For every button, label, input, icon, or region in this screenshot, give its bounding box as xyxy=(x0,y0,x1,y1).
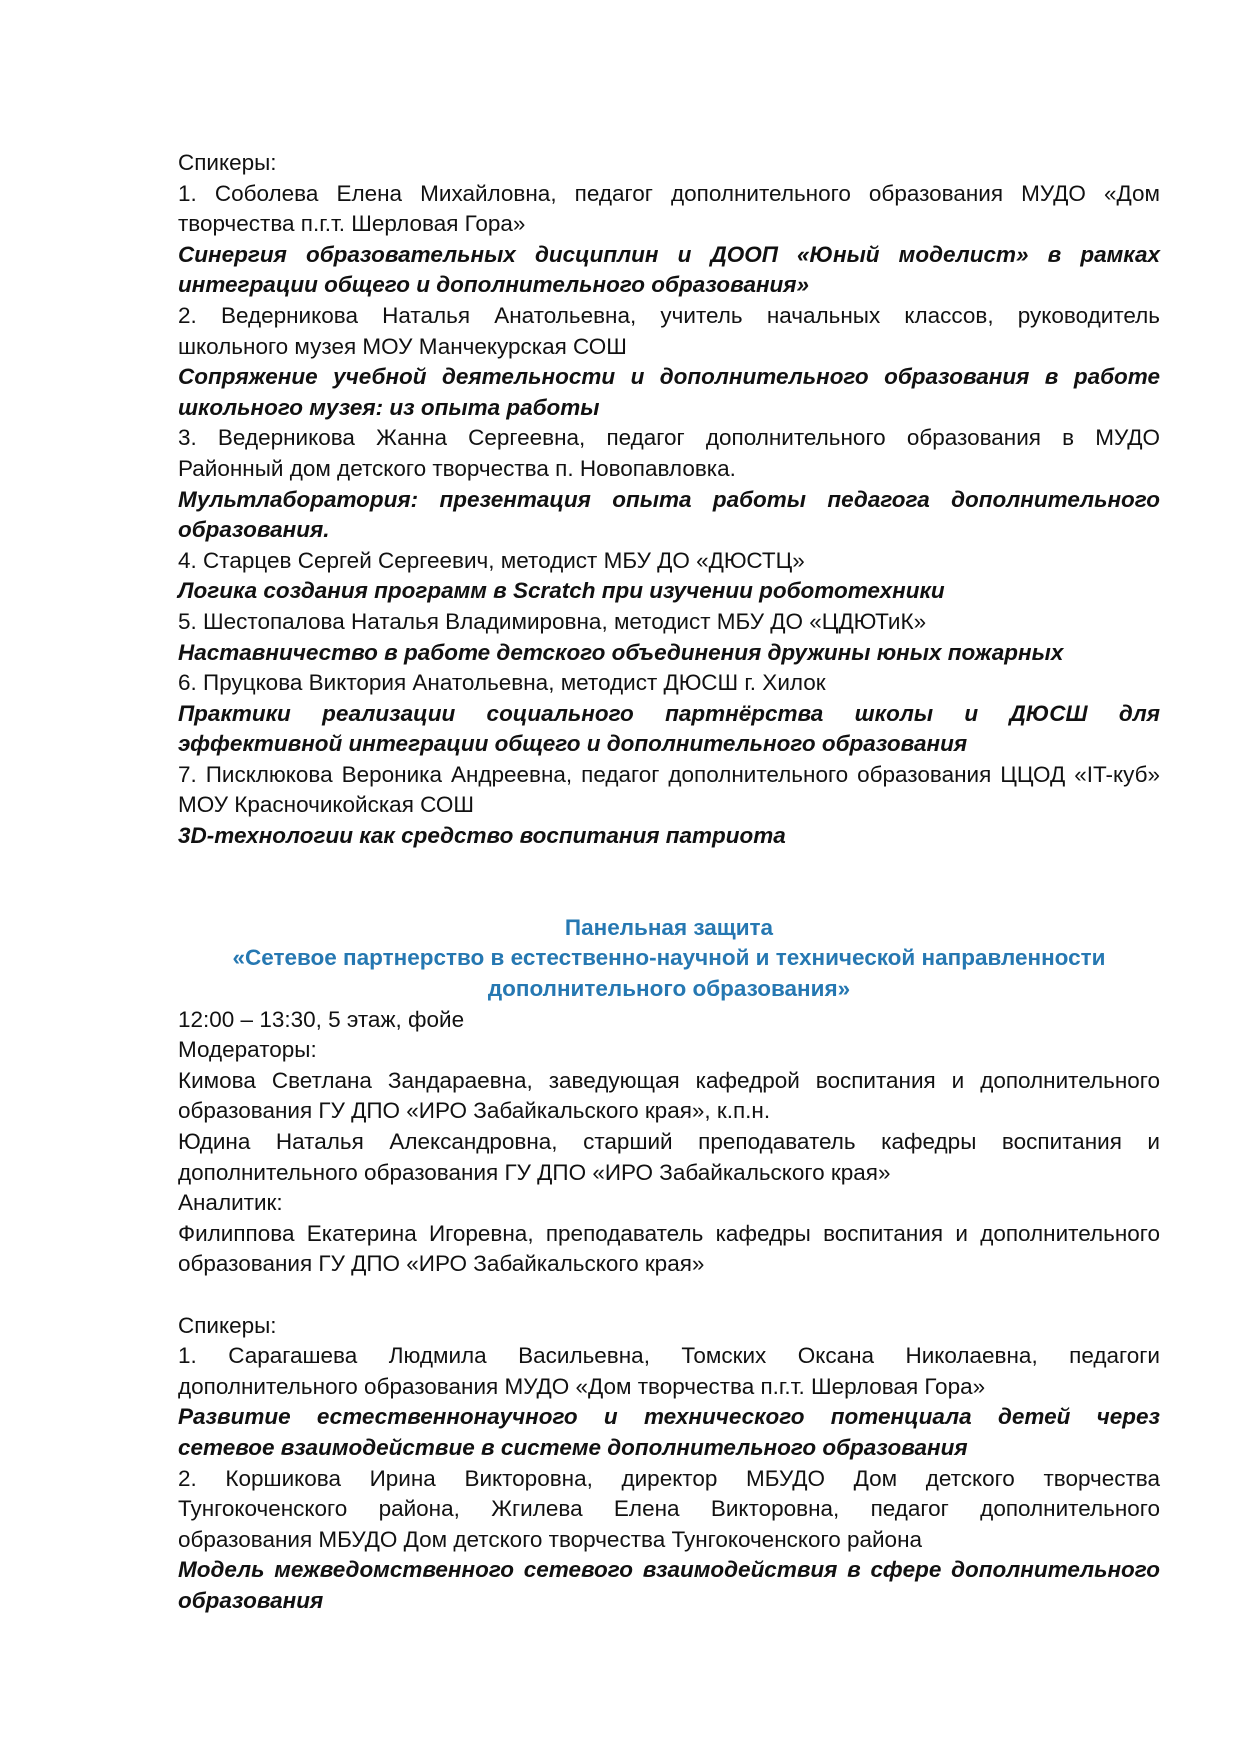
talk-title-line: образования xyxy=(178,1587,324,1613)
moderator-line: Кимова Светлана Зандараевна, заведующая кафедрой воспитания и дополнительного xyxy=(178,1067,1160,1093)
speaker-info-line: 3. Ведерникова Жанна Сергеевна, педагог дополнительного образования в МУДО xyxy=(178,425,1160,451)
talk-title-line: Наставничество в работе детского объединения дружины юных пожарных xyxy=(178,639,1064,665)
talk-title-line: интеграции общего и дополнительного образования» xyxy=(178,272,810,298)
speaker-info-line: школьного музея МОУ Манчекурская СОШ xyxy=(178,333,627,359)
panel-subtitle-line: «Сетевое партнерство в естественно-научной и технической направленности xyxy=(232,945,1106,971)
talk-title-line: Сопряжение учебной деятельности и дополнительного образования в работе xyxy=(178,364,1160,390)
analyst-entry xyxy=(178,1219,1160,1280)
panel-subtitle-line: дополнительного образования» xyxy=(487,976,851,1002)
panel-title: Панельная защита xyxy=(564,914,774,940)
speaker-entry xyxy=(178,668,1160,760)
speaker-info-line: Районный дом детского творчества п. Новопавловка. xyxy=(178,455,736,481)
speaker-entry xyxy=(178,1341,1160,1463)
speaker-entry xyxy=(178,760,1160,852)
analyst-line: образования ГУ ДПО «ИРО Забайкальского края» xyxy=(178,1251,705,1277)
speakers-label: Спикеры: xyxy=(178,1312,277,1338)
speaker-entry xyxy=(178,1464,1160,1617)
moderator-entry xyxy=(178,1127,1160,1188)
speaker-entry xyxy=(178,423,1160,545)
speaker-info-line: 5. Шестопалова Наталья Владимировна, методист МБУ ДО «ЦДЮТиК» xyxy=(178,608,927,634)
speaker-info-line: творчества п.г.т. Шерловая Гора» xyxy=(178,211,526,237)
moderator-entry xyxy=(178,1066,1160,1127)
talk-title-line: Развитие естественнонаучного и технического потенциала детей через xyxy=(178,1404,1160,1430)
speaker-info-line: 1. Соболева Елена Михайловна, педагог дополнительного образования МУДО «Дом xyxy=(178,180,1160,206)
talk-title-line: Практики реализации социального партнёрства школы и ДЮСШ для xyxy=(178,700,1160,726)
analyst-line: Филиппова Екатерина Игоревна, преподаватель кафедры воспитания и дополнительного xyxy=(178,1220,1160,1246)
speaker-info-line: 6. Пруцкова Виктория Анатольевна, методист ДЮСШ г. Хилок xyxy=(178,670,826,696)
speaker-entry xyxy=(178,607,1160,668)
talk-title-line: школьного музея: из опыта работы xyxy=(178,394,600,420)
analyst-label: Аналитик: xyxy=(178,1190,283,1216)
speaker-entry xyxy=(178,546,1160,607)
blank-line xyxy=(178,882,1160,913)
speaker-info-line: Тунгокоченского района, Жгилева Елена Викторовна, педагог дополнительного xyxy=(178,1496,1160,1522)
blank-line xyxy=(178,852,1160,883)
speakers-label: Спикеры: xyxy=(178,150,277,175)
page-content xyxy=(178,148,1160,1617)
moderator-line: образования ГУ ДПО «ИРО Забайкальского края», к.п.н. xyxy=(178,1098,771,1124)
talk-title-line: образования. xyxy=(178,517,330,543)
speaker-info-line: 4. Старцев Сергей Сергеевич, методист МБУ ДО «ДЮСТЦ» xyxy=(178,547,805,573)
moderator-line: Юдина Наталья Александровна, старший преподаватель кафедры воспитания и xyxy=(178,1129,1160,1154)
speaker-entry xyxy=(178,179,1160,301)
speaker-info-line: МОУ Красночикойская СОШ xyxy=(178,792,475,818)
talk-title-line: Синергия образовательных дисциплин и ДООП «Юный моделист» в рамках xyxy=(178,241,1160,267)
speaker-info-line: 2. Ведерникова Наталья Анатольевна, учитель начальных классов, руководитель xyxy=(178,302,1160,328)
speaker-info-line: дополнительного образования МУДО «Дом творчества п.г.т. Шерловая Гора» xyxy=(178,1373,986,1399)
speaker-info-line: образования МБУДО Дом детского творчества Тунгокоченского района xyxy=(178,1526,923,1552)
time-place: 12:00 – 13:30, 5 этаж, фойе xyxy=(178,1006,465,1032)
speaker-info-line: 7. Писклюкова Вероника Андреевна, педагог дополнительного образования ЦЦОД «IT-куб» xyxy=(178,761,1160,787)
speaker-entry xyxy=(178,301,1160,423)
speaker-info-line: 1. Сарагашева Людмила Васильевна, Томских Оксана Николаевна, педагоги xyxy=(178,1343,1160,1369)
blank-line xyxy=(178,1280,1160,1311)
talk-title-line: 3D-технологии как средство воспитания патриота xyxy=(178,823,786,849)
talk-title-line: Модель межведомственного сетевого взаимодействия в сфере дополнительного xyxy=(178,1557,1160,1583)
speaker-info-line: 2. Коршикова Ирина Викторовна, директор МБУДО Дом детского творчества xyxy=(178,1465,1160,1491)
talk-title-line: сетевое взаимодействие в системе дополнительного образования xyxy=(178,1434,968,1460)
talk-title-line: Логика создания программ в Scratch при изучении робототехники xyxy=(178,578,945,604)
talk-title-line: эффективной интеграции общего и дополнительного образования xyxy=(178,731,968,757)
talk-title-line: Мультлаборатория: презентация опыта работы педагога дополнительного xyxy=(178,486,1160,512)
moderators-label: Модераторы: xyxy=(178,1037,317,1063)
moderator-line: дополнительного образования ГУ ДПО «ИРО Забайкальского края» xyxy=(178,1159,891,1185)
